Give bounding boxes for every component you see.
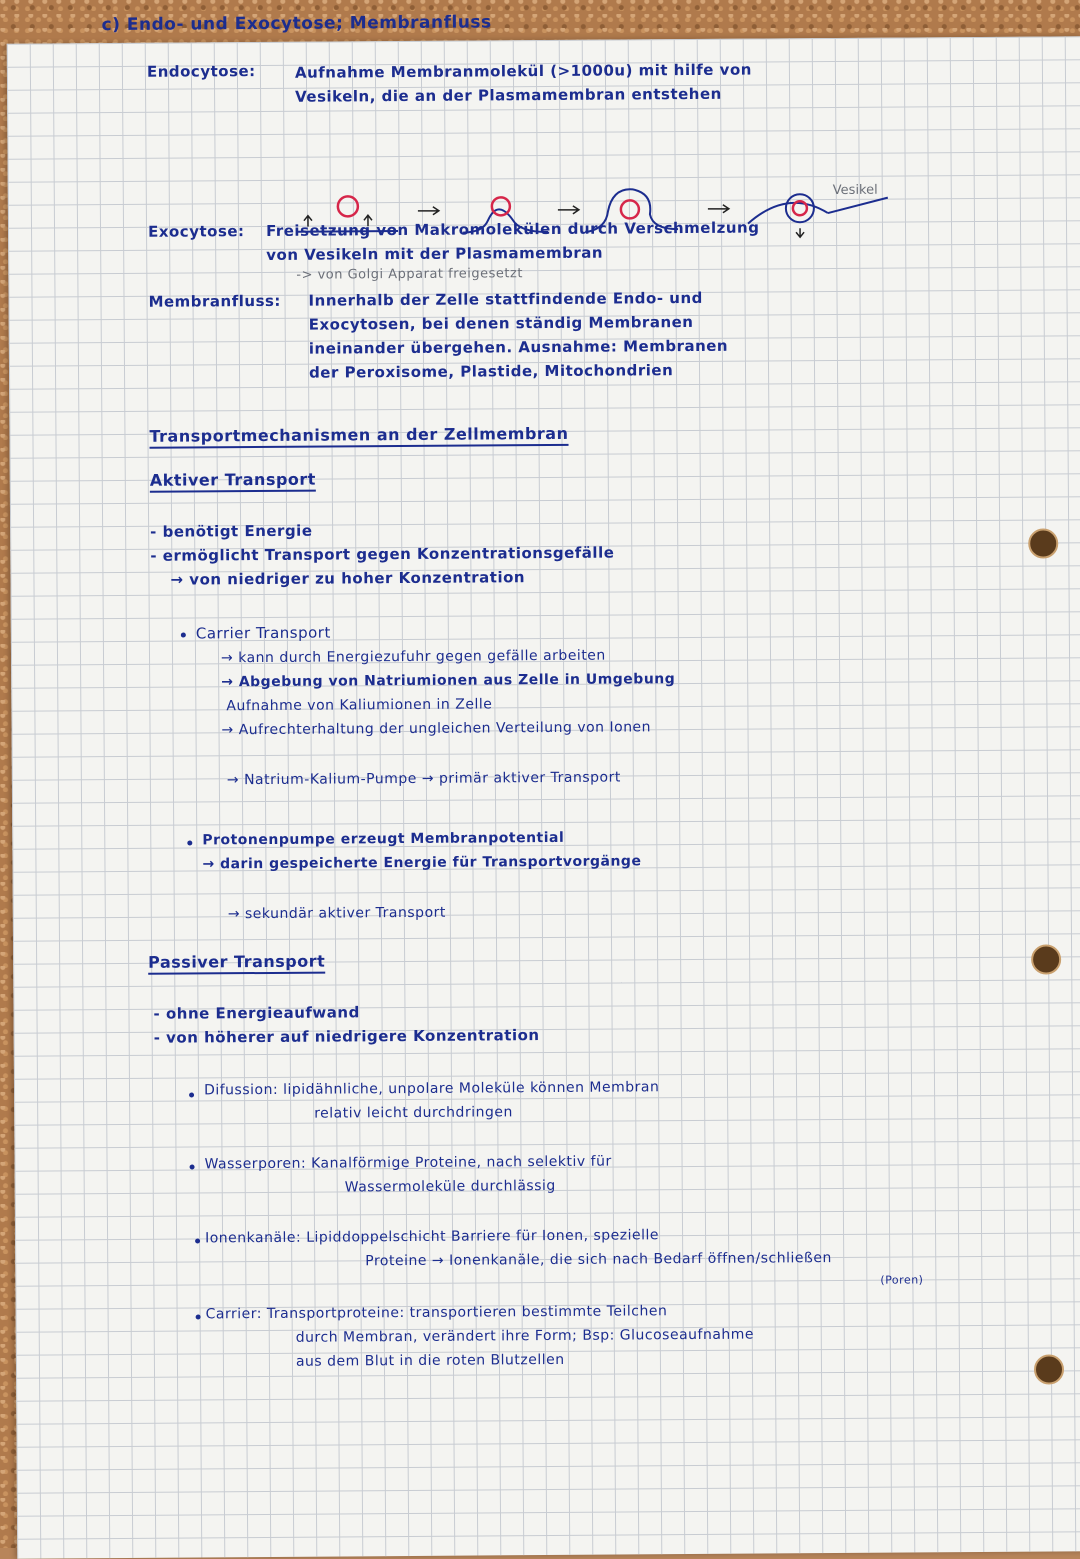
vesikel-label: Vesikel	[832, 182, 878, 199]
protonenpumpe-line3: → sekundär aktiver Transport	[227, 904, 446, 923]
endocytose-label: Endocytose:	[146, 62, 256, 81]
carrier-line4: → Aufrechterhaltung der ungleichen Verteilung von Ionen	[221, 719, 652, 739]
bullet-dot	[187, 840, 192, 845]
passiver-transport-heading: Passiver Transport	[148, 952, 325, 975]
carrier-line1: → kann durch Energiezufuhr gegen gefälle arbeiten	[220, 647, 606, 667]
diffusion-line1: Difussion: lipidähnliche, unpolare Moleküle können Membran	[203, 1079, 660, 1099]
aktiver-transport-heading: Aktiver Transport	[150, 470, 316, 493]
bullet-dot	[181, 633, 186, 638]
exocytose-line2: von Vesikeln mit der Plasmamembran	[266, 243, 604, 264]
membranfluss-line4: der Peroxisome, Plastide, Mitochondrien	[308, 361, 674, 382]
exocytose-line3: -> von Golgi Apparat freigesetzt	[296, 266, 523, 283]
carrier-passiv-line3: aus dem Blut in die roten Blutzellen	[295, 1351, 565, 1370]
bullet-dot	[190, 1164, 195, 1169]
aktiv-bullet-3: → von niedriger zu hoher Konzentration	[170, 568, 526, 589]
carrier-transport-title: Carrier Transport	[195, 623, 331, 643]
endocytose-line2: Vesikeln, die an der Plasmamembran entstehen	[295, 84, 722, 106]
carrier-passiv-line1: Carrier: Transportproteine: transportieren bestimmte Teilchen	[205, 1303, 668, 1323]
transport-heading: Transportmechanismen an der Zellmembran	[149, 424, 568, 449]
arrow-icon	[708, 205, 729, 213]
carrier-passiv-line2: durch Membran, verändert ihre Form; Bsp: Glucoseaufnahme	[295, 1326, 755, 1346]
notebook-page	[7, 12, 1080, 1558]
bullet-dot	[196, 1314, 201, 1319]
bullet-dot	[189, 1092, 194, 1097]
aktiv-bullet-1: - benötigt Energie	[150, 521, 313, 541]
punch-hole	[1034, 1354, 1064, 1384]
passiv-bullet-1: - ohne Energieaufwand	[153, 1003, 360, 1023]
aktiv-bullet-2: - ermöglicht Transport gegen Konzentrationsgefälle	[150, 543, 615, 565]
membranfluss-line3: ineinander übergehen. Ausnahme: Membranen	[308, 336, 729, 358]
ionenkanaele-line2: Proteine → Ionenkanäle, die sich nach Bedarf öffnen/schließen	[365, 1250, 832, 1270]
membrane-step-4	[748, 194, 888, 238]
ionenkanaele-line1: Ionenkanäle: Lipiddoppelschicht Barriere für Ionen, spezielle	[205, 1227, 660, 1247]
membranfluss-label: Membranfluss:	[148, 291, 281, 311]
carrier-line3: Aufnahme von Kaliumionen in Zelle	[226, 696, 493, 715]
bullet-dot	[195, 1238, 200, 1243]
passiv-bullet-2: - von höherer auf niedrigere Konzentration	[153, 1026, 540, 1047]
protonenpumpe-line1: Protonenpumpe erzeugt Membranpotential	[202, 829, 565, 849]
membranfluss-line1: Innerhalb der Zelle stattfindende Endo- und	[308, 288, 703, 310]
ionenkanaele-line3: (Poren)	[880, 1273, 924, 1287]
wasserporen-line1: Wasserporen: Kanalförmige Proteine, nach selektiv für	[204, 1153, 612, 1173]
arrow-icon	[558, 206, 579, 214]
page-heading: c) Endo- und Exocytose; Membranfluss	[101, 12, 492, 36]
wasserporen-line2: Wassermoleküle durchlässig	[344, 1177, 556, 1196]
arrow-icon	[418, 207, 439, 215]
punch-hole	[1028, 528, 1058, 558]
protonenpumpe-line2: → darin gespeicherte Energie für Transportvorgänge	[202, 853, 642, 873]
exocytose-label: Exocytose:	[147, 222, 245, 241]
carrier-line2: → Abgebung von Natriumionen aus Zelle in Umgebung	[221, 671, 676, 691]
exocytose-line1: Freisetzung von Makromolekülen durch Verschmelzung	[265, 218, 760, 240]
diffusion-line2: relativ leicht durchdringen	[314, 1104, 513, 1122]
membranfluss-line2: Exocytosen, bei denen ständig Membranen	[308, 312, 694, 334]
punch-hole	[1031, 944, 1061, 974]
endocytose-line1: Aufnahme Membranmolekül (>1000u) mit hilfe von	[294, 60, 752, 82]
carrier-line5: → Natrium-Kalium-Pumpe → primär aktiver Transport	[226, 769, 621, 789]
